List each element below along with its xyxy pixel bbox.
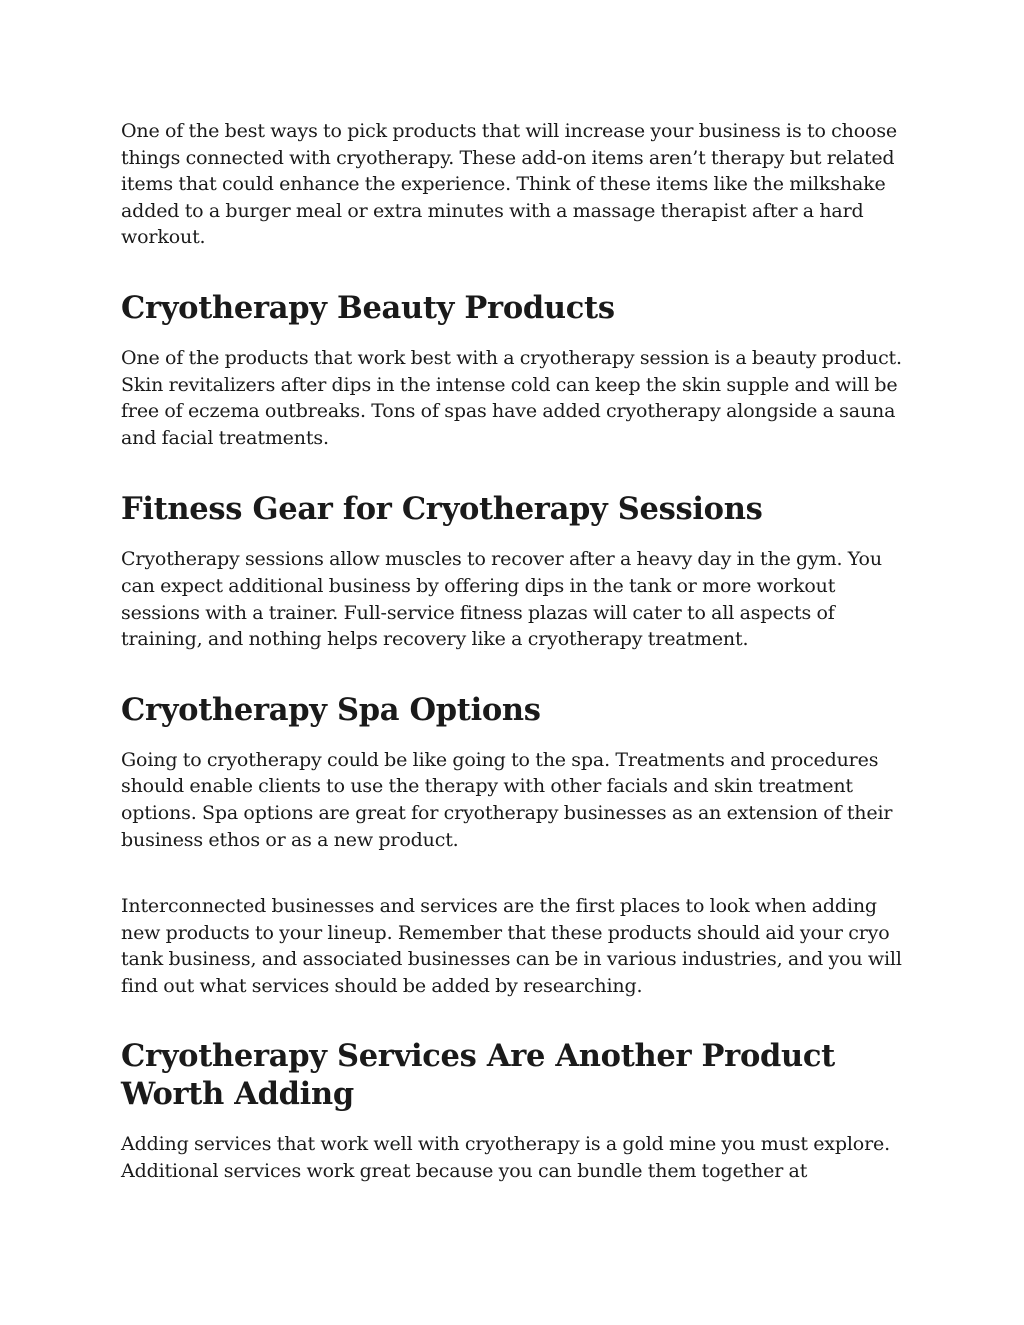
section-paragraph-services-worth-adding: Adding services that work well with cryotherapy is a gold mine you must explore. Additional services work great because you can bundle them together at — [121, 1133, 891, 1183]
section-heading-fitness-gear: Fitness Gear for Cryotherapy Sessions — [121, 491, 763, 528]
section-paragraph-interconnected-businesses: Interconnected businesses and services are the first places to look when adding new products to your lineup. Remember that these products should aid your cryo tank business, and associated businesses can be in various industries, and you will find out what services should be added by researching. — [121, 895, 902, 997]
section-heading-spa-options: Cryotherapy Spa Options — [121, 691, 541, 728]
intro-paragraph: One of the best ways to pick products that will increase your business is to choose things connected with cryotherapy. These add-on items aren’t therapy but related items that could enhance the experience. Think of these items like the milkshake added to a burger meal or extra minutes with a massage therapist after a hard workout. — [121, 120, 898, 249]
section-paragraph-beauty-products: One of the products that work best with a cryotherapy session is a beauty product. Skin revitalizers after dips in the intense cold can keep the skin supple and will be free of eczema outbreaks. Tons of spas have added cryotherapy alongside a sauna and facial treatments. — [121, 346, 902, 449]
section-heading-beauty-products: Cryotherapy Beauty Products — [121, 289, 615, 326]
section-paragraph-spa-options: Going to cryotherapy could be like going to the spa. Treatments and procedures should enable clients to use the therapy with other facials and skin treatment options. Spa options are great for cryotherapy businesses as an extension of their business ethos or as a new product. — [121, 748, 893, 851]
section-heading-services-worth-adding: Cryotherapy Services Are Another Product Worth Adding — [121, 1038, 835, 1113]
document-page — [121, 118, 911, 1185]
section-paragraph-fitness-gear: Cryotherapy sessions allow muscles to recover after a heavy day in the gym. You can expect additional business by offering dips in the tank or more workout sessions with a trainer. Full-service fitness plazas will cater to all aspects of training, and nothing helps recovery like a cryotherapy treatment. — [121, 548, 882, 651]
